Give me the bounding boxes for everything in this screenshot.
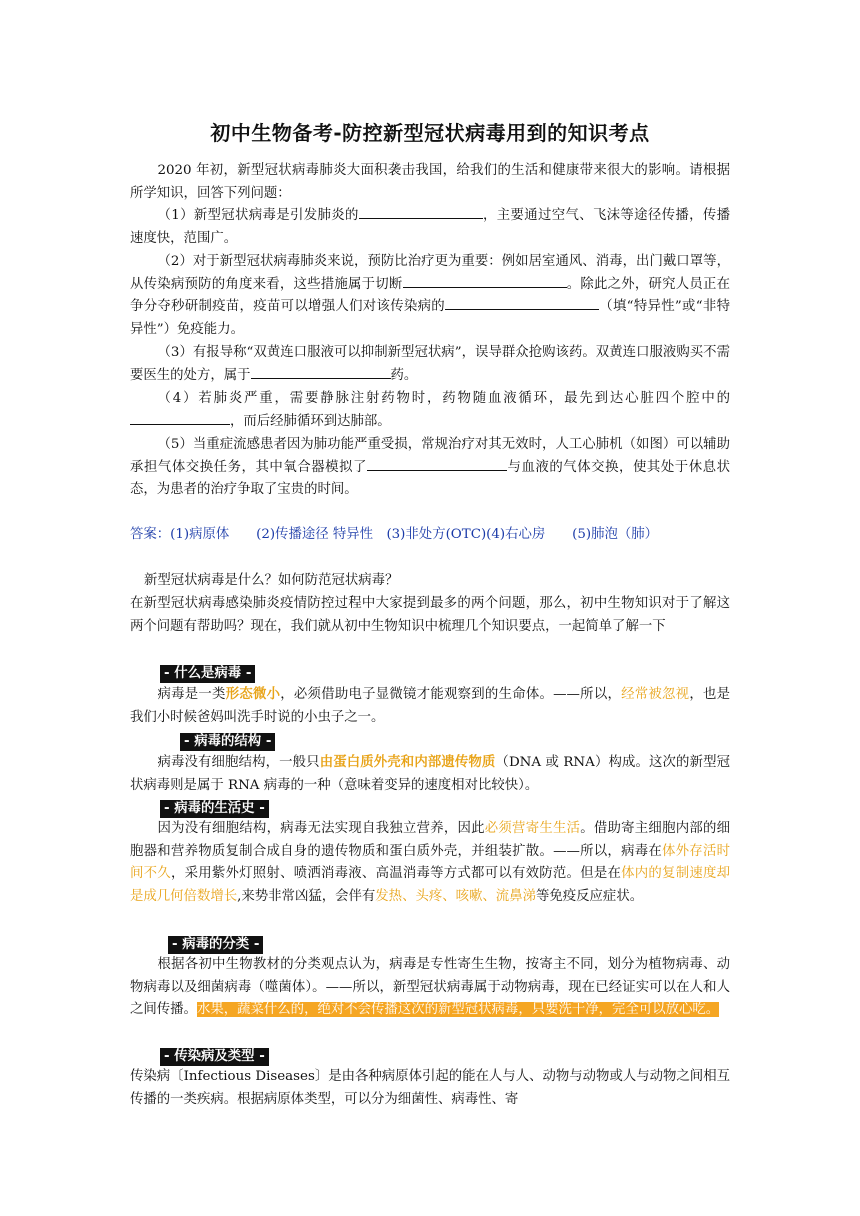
answer-blank — [130, 412, 230, 425]
question-4: （4）若肺炎严重，需要静脉注射药物时，药物随血液循环，最先到达心脏四个腔中的，而后经肺循环到达肺部。 — [130, 388, 730, 433]
section-2-paragraph: 病毒没有细胞结构，一般只由蛋白质外壳和内部遗传物质（DNA 或 RNA）构成。这次的新型冠状病毒则是属于 RNA 病毒的一种（意味着变异的速度相对比较快）。 — [130, 754, 730, 793]
highlighted-note: 水果，蔬菜什么的，绝对不会传播这次的新型冠状病毒，只要洗干净，完全可以放心吃。 — [196, 1002, 720, 1018]
answer-blank — [367, 458, 507, 471]
answer-blank — [359, 206, 483, 219]
section-3-paragraph: 因为没有细胞结构，病毒无法实现自我独立营养，因此必须营寄生生活。借助寄主细胞内部的细胞器和营养物质复制合成自身的遗传物质和蛋白质外壳，并组装扩散。——所以，病毒在体外存活时间不久，采用紫外灯照射、喷洒消毒液、高温消毒等方式都可以有效防范。但是在体内的复制速度却是成几何倍数增长,来势非常凶猛，会伴有发热、头疼、咳嗽、流鼻涕等免疫反应症状。 — [130, 821, 731, 904]
section-heading-virus-structure: - 病毒的结构 - — [180, 730, 275, 751]
section-4-paragraph: 根据各初中生物教材的分类观点认为，病毒是专性寄生生物，按寄主不同，划分为植物病毒、动物病毒以及细菌病毒（噬菌体）。——所以，新型冠状病毒属于动物病毒，现在已经证实可以在人和人之间传播。水果，蔬菜什么的，绝对不会传播这次的新型冠状病毒，只要洗干净，完全可以放心吃。 — [130, 957, 730, 1018]
answer-line: 答案：(1)病原体 (2)传播途径 特异性 (3)非处方(OTC)(4)右心房 (5)肺泡（肺） — [130, 527, 659, 542]
section-heading-virus-classification: - 病毒的分类 - — [168, 933, 263, 954]
answer-blank — [251, 366, 391, 379]
section-5-paragraph: 传染病〔Infectious Diseases〕是由各种病原体引起的能在人与人、动物与动物或人与动物之间相互传播的一类疾病。根据病原体类型，可以分为细菌性、病毒性、寄 — [130, 1069, 730, 1107]
document-title: 初中生物备考-防控新型冠状病毒用到的知识考点 — [210, 121, 650, 145]
section-1-paragraph: 病毒是一类形态微小，必须借助电子显微镜才能观察到的生命体。——所以，经常被忽视，也是我们小时候爸妈叫洗手时说的小虫子之一。 — [130, 686, 731, 725]
section-heading-what-is-virus: - 什么是病毒 - — [160, 662, 255, 683]
lead-paragraph: 在新型冠状病毒感染肺炎疫情防控过程中大家提到最多的两个问题，那么，初中生物知识对于了解这两个问题有帮助吗？现在，我们就从初中生物知识中梳理几个知识要点，一起简单了解一下 — [130, 596, 730, 634]
answer-blank — [403, 275, 567, 288]
answer-blank — [445, 297, 599, 310]
question-2: （2）对于新型冠状病毒肺炎来说，预防比治疗更为重要：例如居室通风、消毒，出门戴口罩等，从传染病预防的角度来看，这些措施属于切断 。除此之外，研究人员正在争分夺秒研制疫苗，疫苗可以增强人们对该传染病的 （填“特异性”或“非特异性”）免疫能力。 — [130, 254, 730, 337]
lead-question: 新型冠状病毒是什么？如何防范冠状病毒？ — [144, 573, 399, 588]
question-1: （1）新型冠状病毒是引发肺炎的 ，主要通过空气、飞沫等途径传播，传播速度快，范围广。 — [130, 208, 730, 246]
section-heading-virus-lifecycle: - 病毒的生活史 - — [160, 797, 269, 818]
question-3: （3）有报导称“双黄连口服液可以抑制新型冠状病”，误导群众抢购该药。双黄连口服液购买不需要医生的处方，属于 药。 — [130, 345, 730, 383]
question-5: （5）当重症流感患者因为肺功能严重受损，常规治疗对其无效时，人工心肺机（如图）可以辅助承担气体交换任务，其中氧合器模拟了 与血液的气体交换，使其处于休息状态，为患者的治疗争取了宝贵的时间。 — [130, 437, 730, 498]
intro-paragraph: 2020 年初，新型冠状病毒肺炎大面积袭击我国，给我们的生活和健康带来很大的影响。请根据所学知识，回答下列问题： — [130, 163, 730, 201]
section-heading-infectious-disease-types: - 传染病及类型 - — [160, 1045, 269, 1066]
